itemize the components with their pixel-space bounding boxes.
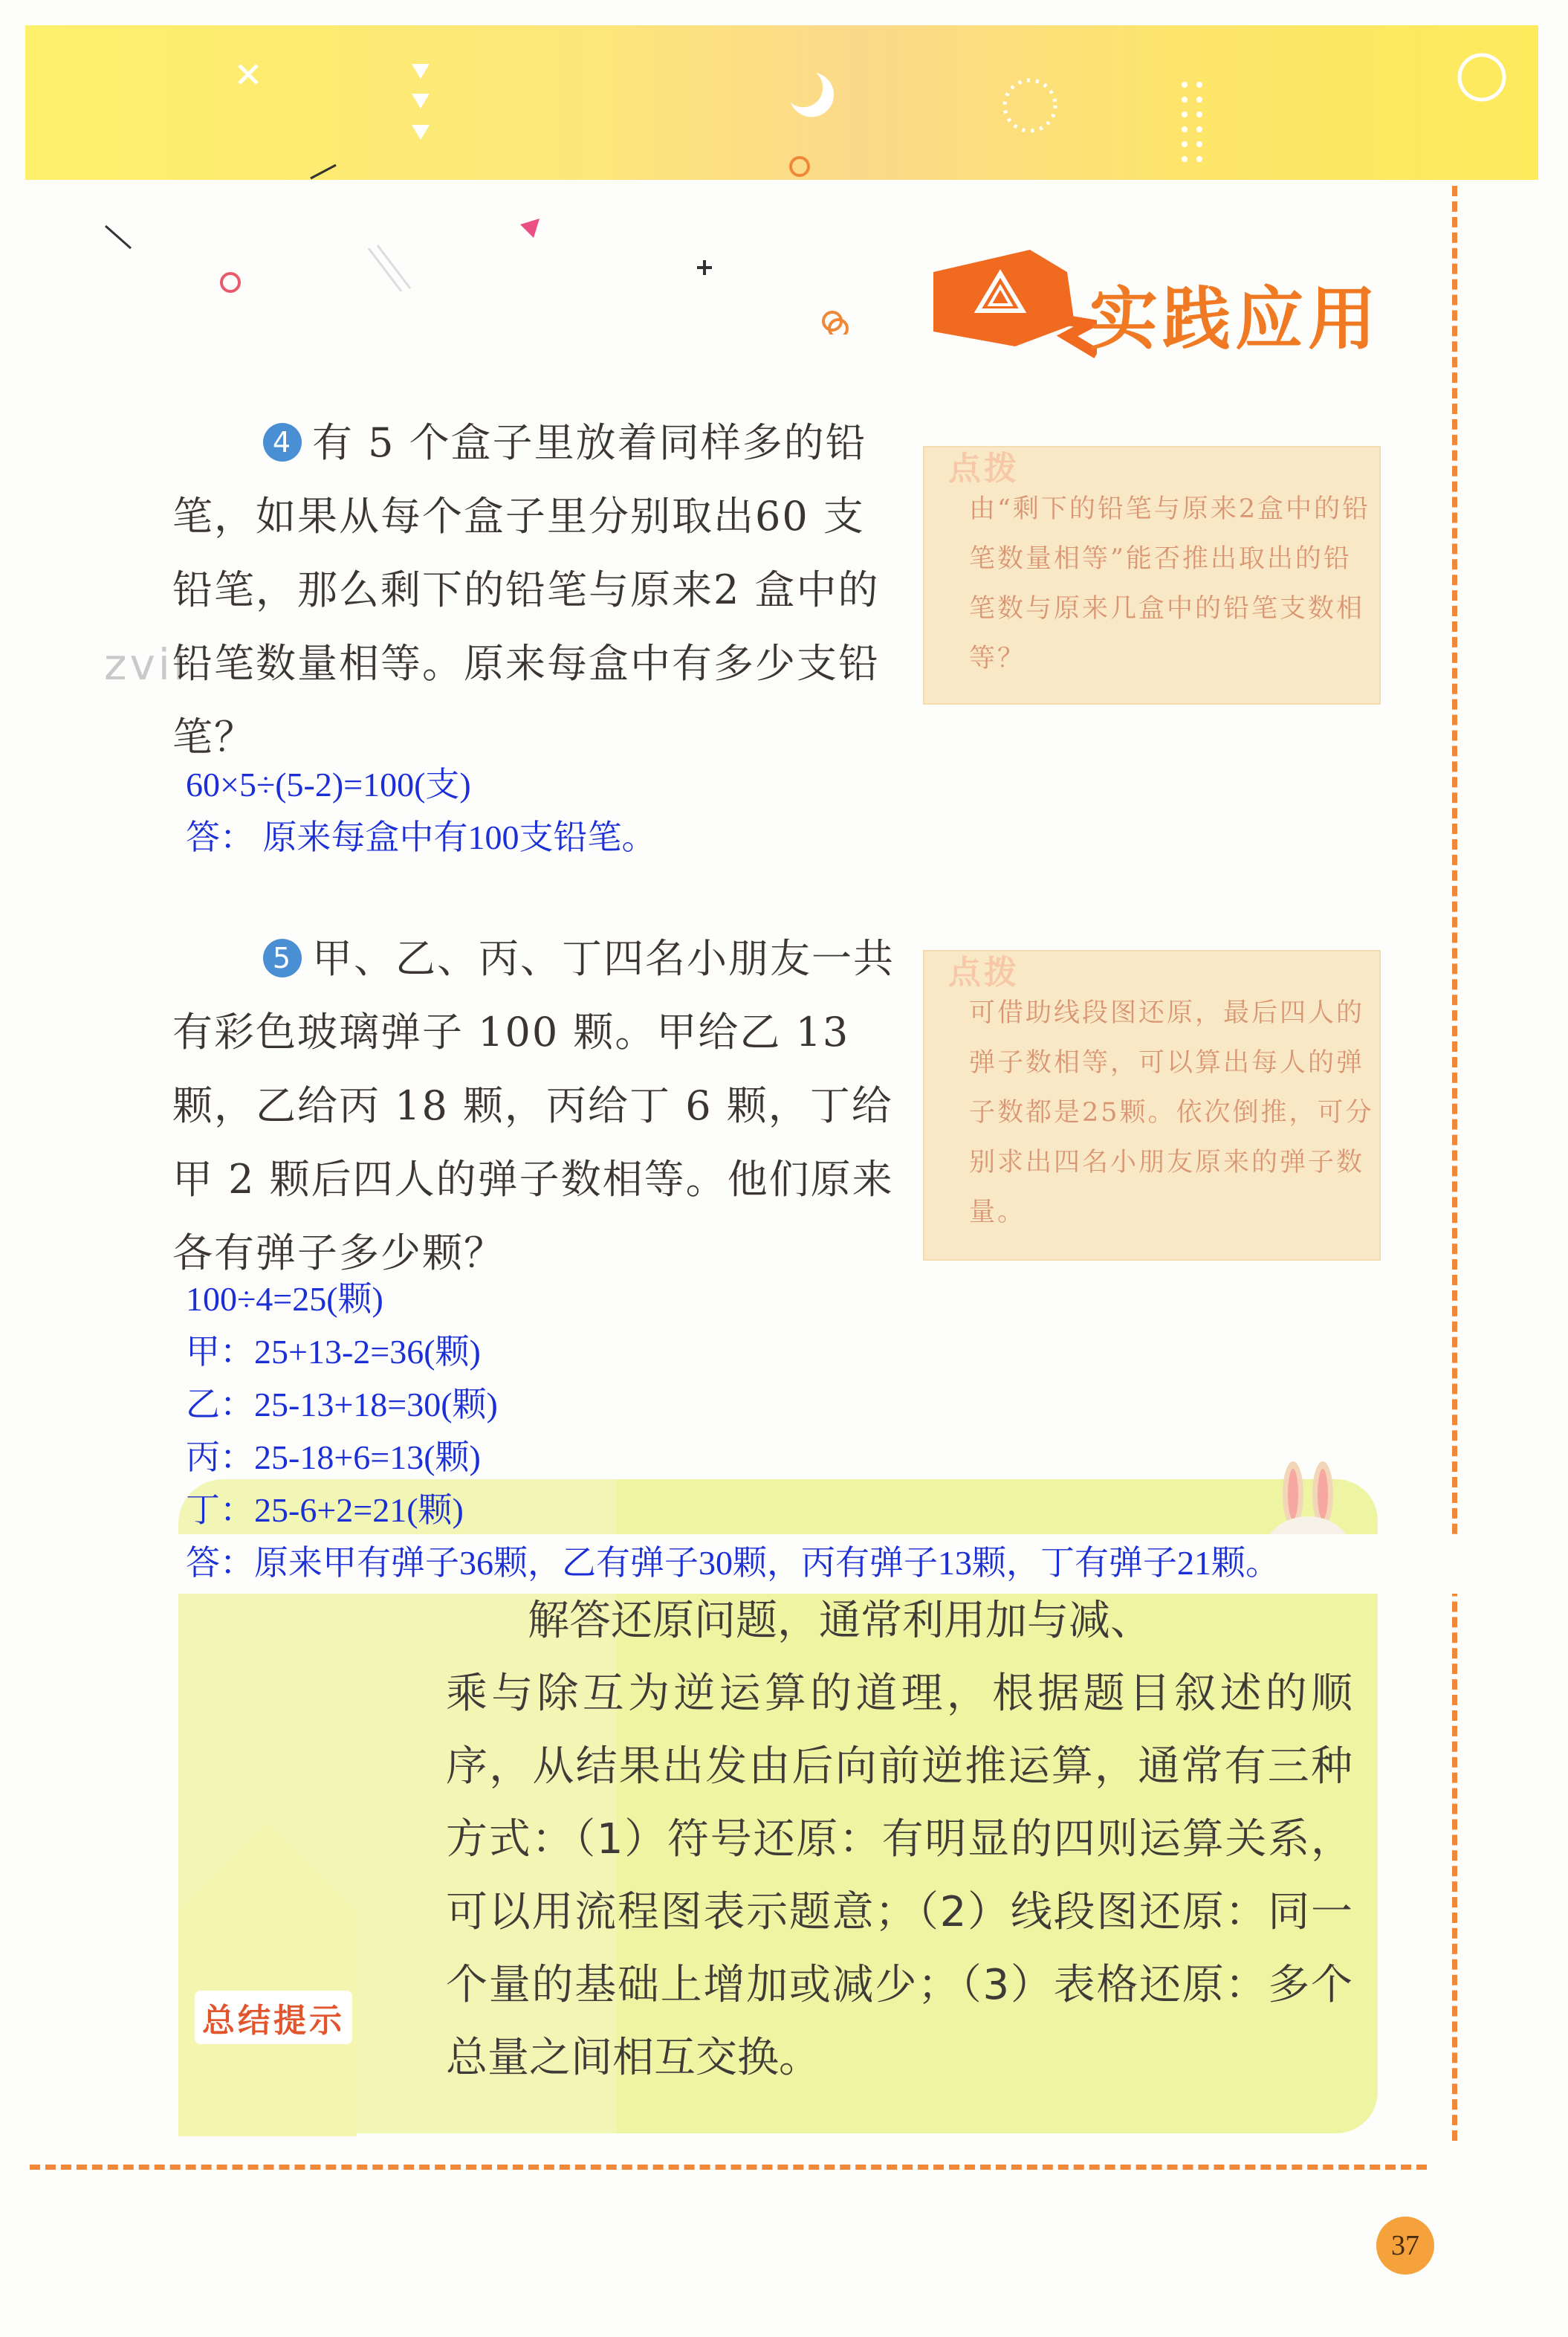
summary-text <box>446 1585 1352 2095</box>
hint-title: 点拨 <box>948 450 1020 488</box>
section-title: 实践应用 <box>1089 279 1381 359</box>
section-heading <box>919 242 1394 361</box>
answer-line: 乙：25-13+18=30(颗) <box>186 1386 498 1423</box>
answer-line: 丁：25-6+2=21(颗) <box>186 1491 464 1529</box>
answer-line: 答： 原来每盒中有100支铅笔。 <box>186 818 656 856</box>
problem-number-badge: 4 <box>263 423 302 462</box>
answer-line: 100÷4=25(颗) <box>186 1280 383 1318</box>
problem-5 <box>172 922 901 1290</box>
problem-4 <box>172 406 901 774</box>
page-number: 37 <box>1376 2217 1434 2275</box>
answer-line: 甲：25+13-2=36(颗) <box>186 1333 481 1371</box>
watermark: zvil <box>104 639 188 690</box>
summary-label: 总结提示 <box>195 1991 352 2044</box>
border-dashed-right <box>1452 186 1457 2141</box>
hint-box-4 <box>923 446 1381 705</box>
answer-5 <box>186 1273 1280 1589</box>
summary-line-1: 解答还原问题，通常利用加与减、 <box>528 1597 1152 1645</box>
summary-body: 乘与除互为逆运算的道理，根据题目叙述的顺序，从结果出发由后向前逆推运算，通常有三种方式：（1）符号还原：有明显的四则运算关系，可以用流程图表示题意；（2）线段图还原：同一个量的基础上增加或减少；（3）表格还原：多个总量之间相互交换。 <box>446 1669 1352 2082</box>
house-shape-icon <box>178 1824 357 1913</box>
border-dashed-bottom <box>30 2165 1427 2170</box>
answer-4 <box>186 758 656 864</box>
problem-text: 有 5 个盒子里放着同样多的铅笔，如果从每个盒子里分别取出60 支铅笔，那么剩下的铅笔与原来2 盒中的铅笔数量相等。原来每盒中有多少支铅笔？ <box>172 419 880 760</box>
hint-box-5 <box>923 950 1381 1261</box>
hint-text: 可借助线段图还原，最后四人的弹子数相等，可以算出每人的弹子数都是25颗。依次倒推，可分别求出四名小朋友原来的弹子数量。 <box>969 998 1374 1227</box>
answer-line: 丙：25-18+6=13(颗) <box>186 1438 481 1476</box>
hint-text: 由“剩下的铅笔与原来2盒中的铅笔数量相等”能否推出取出的铅笔数与原来几盒中的铅笔支数相等？ <box>969 494 1371 673</box>
answer-line: 60×5÷(5-2)=100(支) <box>186 766 471 804</box>
problem-number-badge: 5 <box>263 939 302 977</box>
answer-line: 答：原来甲有弹子36颗，乙有弹子30颗，丙有弹子13颗，丁有弹子21颗。 <box>186 1544 1280 1582</box>
page-decorations <box>0 156 892 334</box>
problem-text: 甲、乙、丙、丁四名小朋友一共有彩色玻璃弹子 100 颗。甲给乙 13 颗，乙给丙 18 颗，丙给丁 6 颗，丁给甲 2 颗后四人的弹子数相等。他们原来各有弹子多少颗？ <box>172 935 895 1276</box>
hint-title: 点拨 <box>948 954 1020 992</box>
warning-triangle-icon <box>919 242 1097 361</box>
